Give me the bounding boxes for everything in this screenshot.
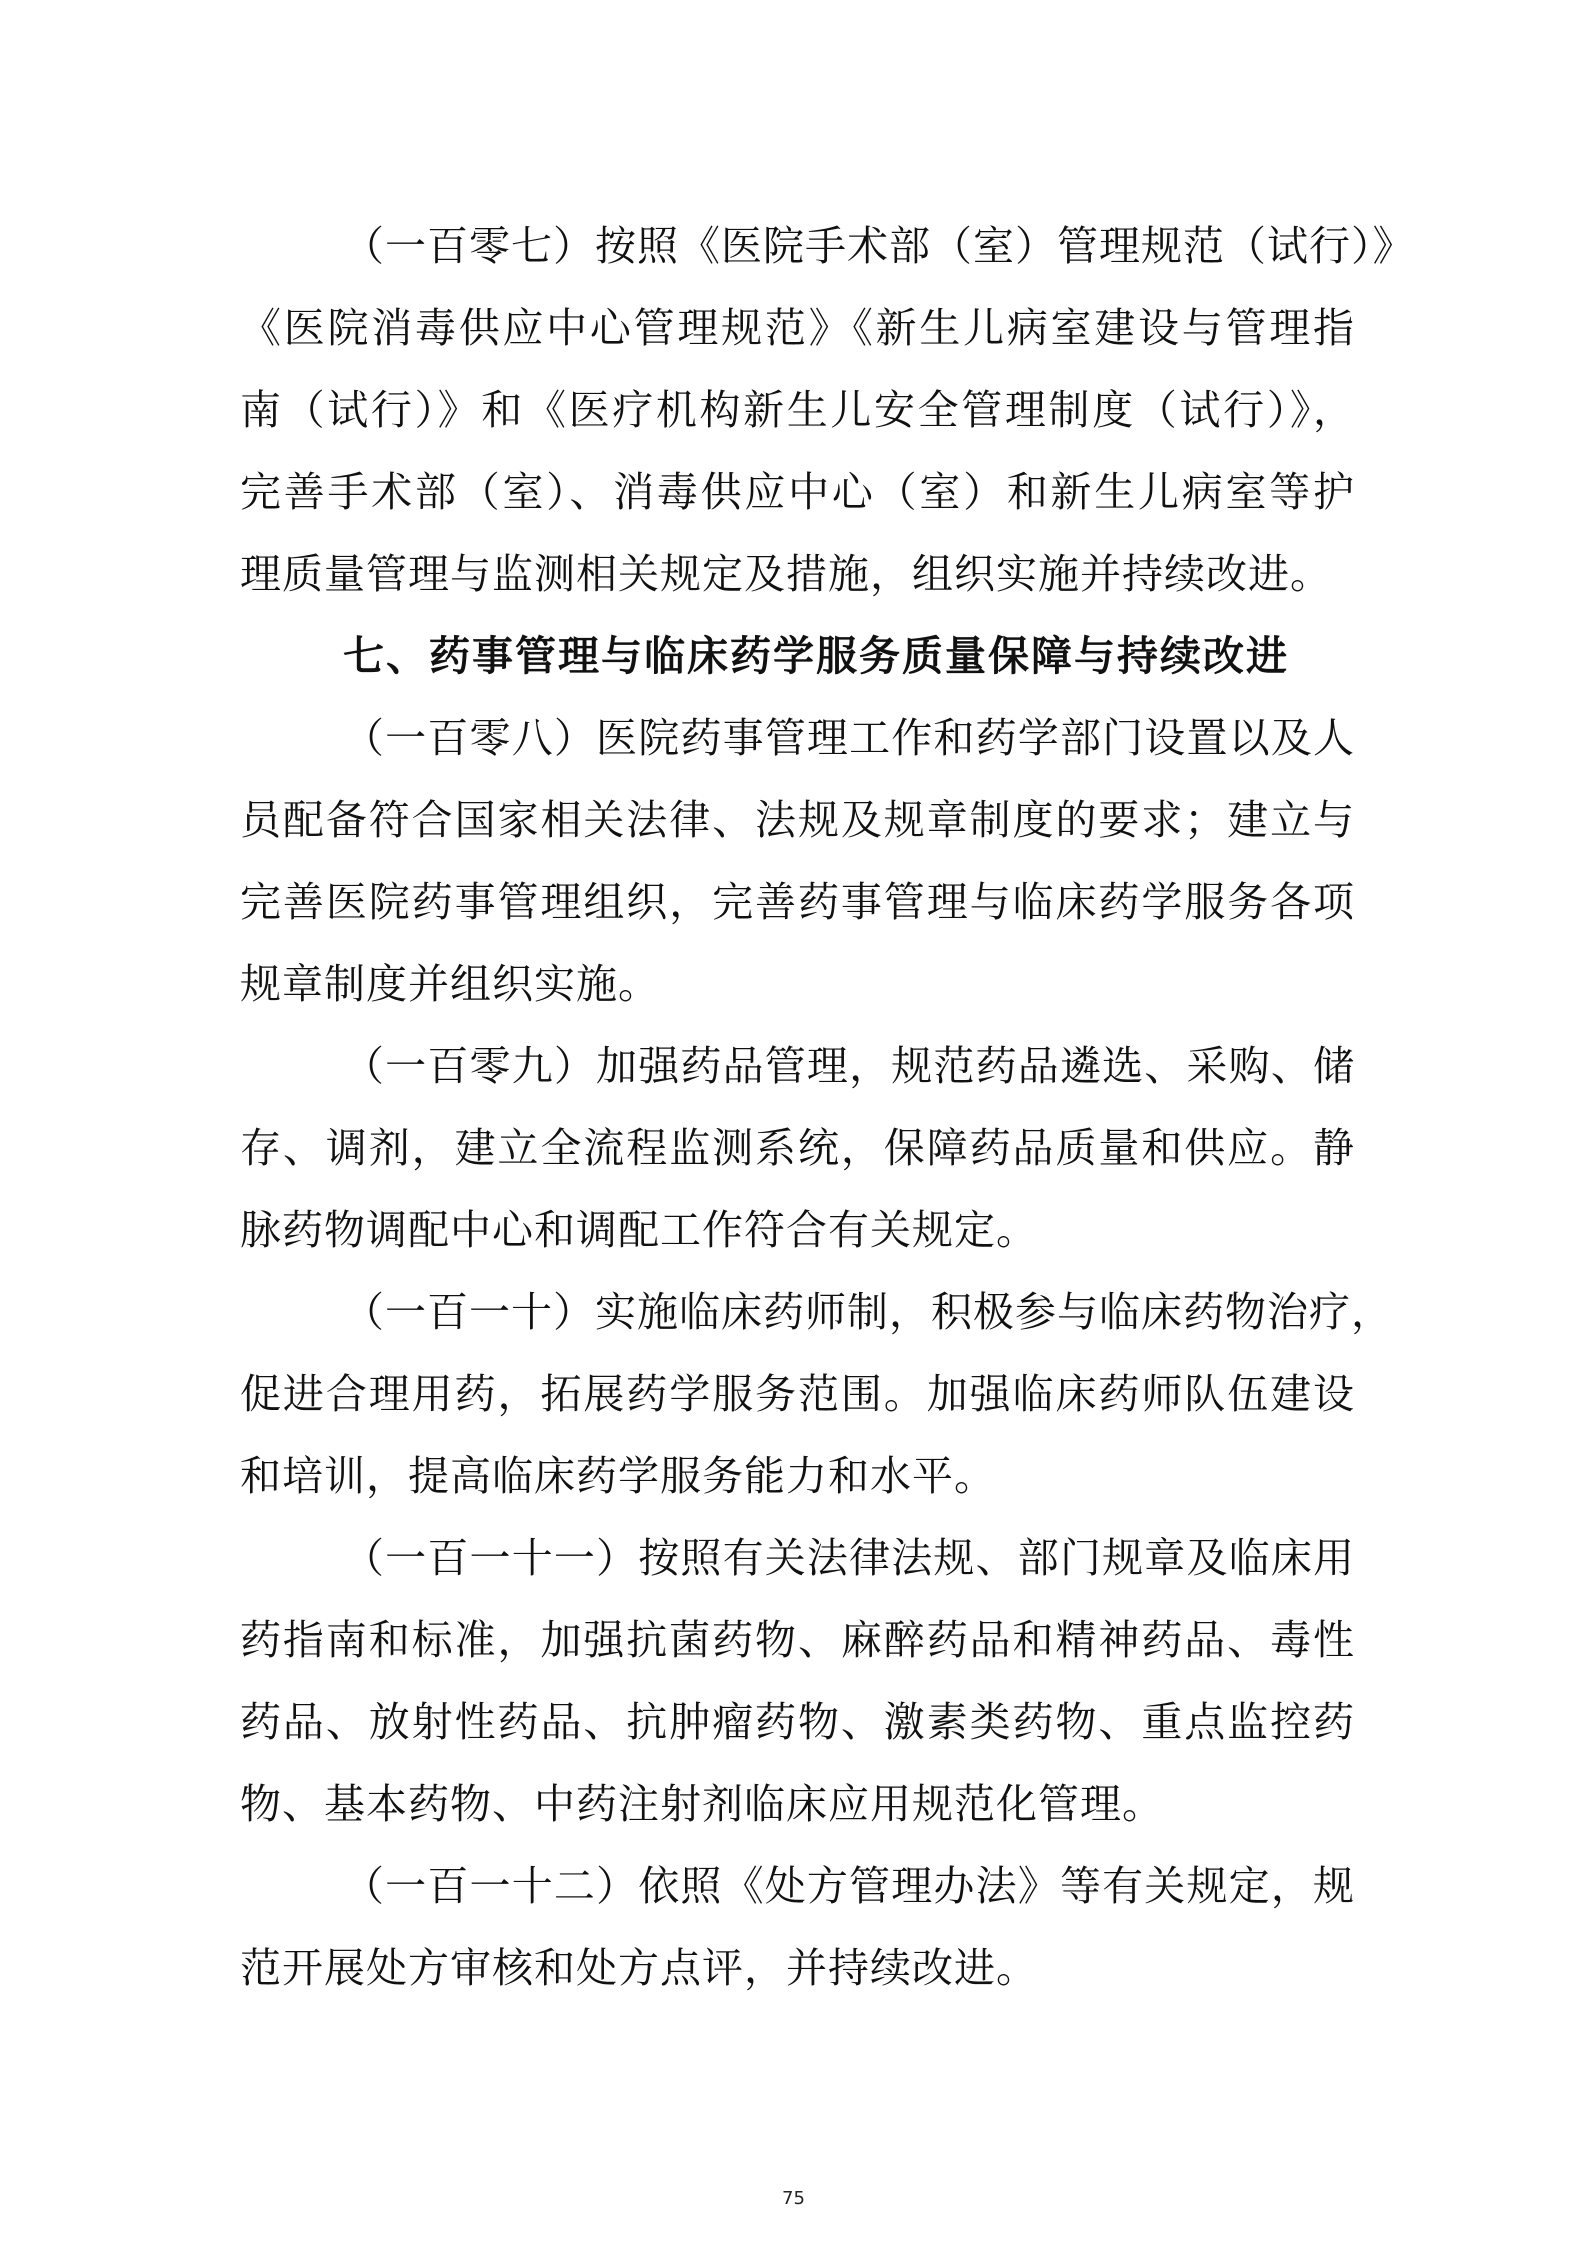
paragraph-112 bbox=[240, 1845, 1355, 2009]
section-heading bbox=[240, 615, 1355, 697]
text-line: （一百零九）加强药品管理，规范药品遴选、采购、储 bbox=[343, 1042, 1355, 1090]
text-line: 完善手术部（室）、消毒供应中心（室）和新生儿病室等护 bbox=[240, 468, 1355, 516]
text-line: 完善医院药事管理组织，完善药事管理与临床药学服务各项 bbox=[240, 878, 1355, 926]
text-line: （一百一十）实施临床药师制，积极参与临床药物治疗， bbox=[343, 1288, 1393, 1336]
text-line: 理质量管理与监测相关规定及措施，组织实施并持续改进。 bbox=[240, 550, 1332, 598]
paragraph-111 bbox=[240, 1517, 1355, 1845]
text-line: 脉药物调配中心和调配工作符合有关规定。 bbox=[240, 1206, 1038, 1254]
paragraph-107 bbox=[240, 205, 1415, 615]
text-line: （一百零七）按照《医院手术部（室）管理规范（试行）》 bbox=[343, 222, 1415, 270]
text-line: 南（试行）》和《医疗机构新生儿安全管理制度（试行）》， bbox=[240, 386, 1355, 434]
text-line: 药指南和标准，加强抗菌药物、麻醉药品和精神药品、毒性 bbox=[240, 1616, 1355, 1664]
text-line: 规章制度并组织实施。 bbox=[240, 960, 660, 1008]
paragraph-109 bbox=[240, 1025, 1355, 1271]
text-line: 《医院消毒供应中心管理规范》《新生儿病室建设与管理指 bbox=[240, 304, 1355, 352]
paragraph-108 bbox=[240, 697, 1355, 1025]
text-line: 范开展处方审核和处方点评，并持续改进。 bbox=[240, 1944, 1038, 1992]
section-title: 七、药事管理与临床药学服务质量保障与持续改进 bbox=[343, 632, 1289, 680]
text-line: 和培训，提高临床药学服务能力和水平。 bbox=[240, 1452, 996, 1500]
text-line: 药品、放射性药品、抗肿瘤药物、激素类药物、重点监控药 bbox=[240, 1698, 1355, 1746]
text-line: 物、基本药物、中药注射剂临床应用规范化管理。 bbox=[240, 1780, 1164, 1828]
paragraph-110 bbox=[240, 1271, 1393, 1517]
text-line: 促进合理用药，拓展药学服务范围。加强临床药师队伍建设 bbox=[240, 1370, 1355, 1418]
text-line: （一百零八）医院药事管理工作和药学部门设置以及人 bbox=[343, 714, 1355, 762]
page-number: 75 bbox=[782, 2188, 805, 2209]
document-body bbox=[240, 205, 1415, 2009]
text-line: 员配备符合国家相关法律、法规及规章制度的要求；建立与 bbox=[240, 796, 1355, 844]
text-line: 存、调剂，建立全流程监测系统，保障药品质量和供应。静 bbox=[240, 1124, 1355, 1172]
text-line: （一百一十一）按照有关法律法规、部门规章及临床用 bbox=[343, 1534, 1355, 1582]
text-line: （一百一十二）依照《处方管理办法》等有关规定，规 bbox=[343, 1862, 1355, 1910]
